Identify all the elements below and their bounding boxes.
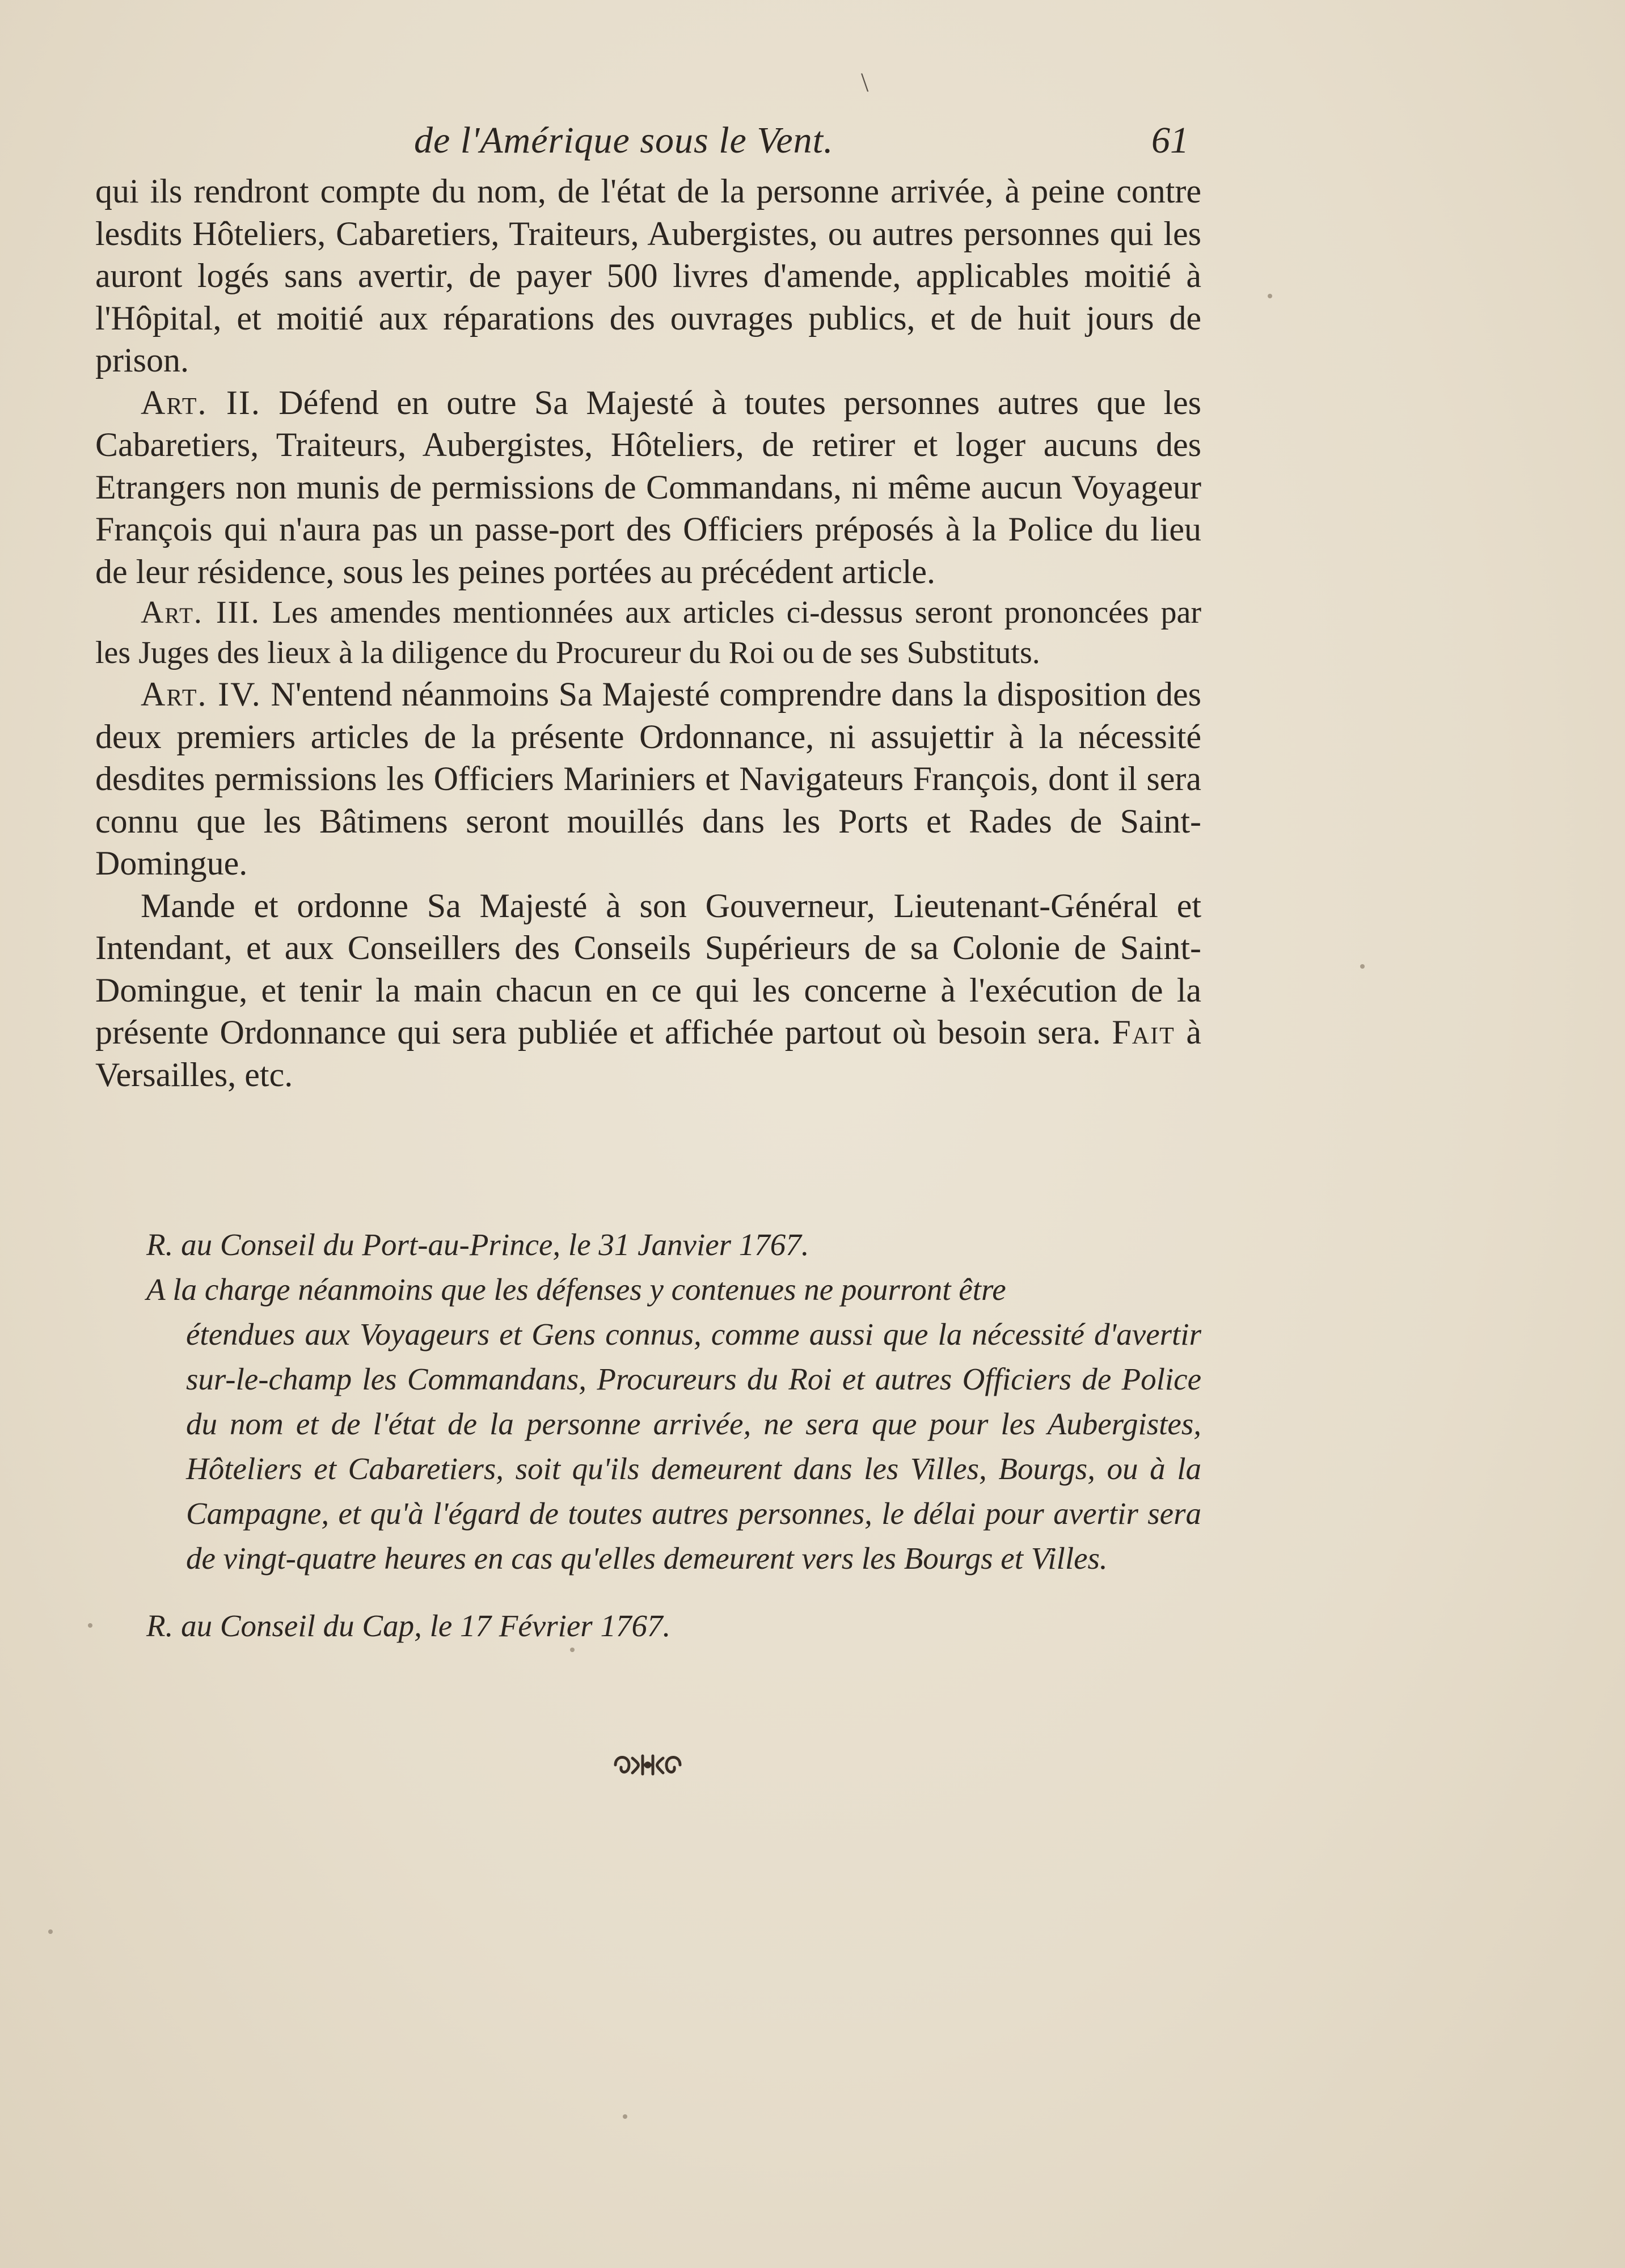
registration-cap: R. au Conseil du Cap, le 17 Février 1767. bbox=[146, 1608, 671, 1643]
article-2-label: Art. II. bbox=[141, 383, 261, 421]
fait-label: Fait bbox=[1112, 1013, 1175, 1051]
page-number: 61 bbox=[1151, 120, 1189, 161]
condition-first-line: A la charge néanmoins que les défenses y contenues ne pourront être bbox=[146, 1272, 1006, 1307]
article-4 bbox=[95, 673, 1201, 885]
paper-speck bbox=[1360, 964, 1365, 969]
article-3-label: Art. III. bbox=[141, 595, 260, 630]
paper-speck bbox=[570, 1648, 575, 1652]
running-head: de l'Amérique sous le Vent. bbox=[414, 120, 834, 161]
registration-condition bbox=[146, 1267, 1201, 1581]
condition-continuation: étendues aux Voyageurs et Gens connus, comme aussi que la nécessité d'avertir sur-le-champ les Commandans, Procureurs du Roi et autres Officiers de Police du nom et de l'état de la personne arrivée, ne sera que pour les Aubergistes, Hôteliers et Cabaretiers, soit qu'ils demeurent dans les Villes, Bourgs, ou à la Campagne, et qu'à l'égard de toutes autres personnes, le délai pour avertir sera de vingt-quatre heures en cas qu'elles demeurent vers les Bourgs et Villes. bbox=[186, 1317, 1201, 1576]
article-4-label: Art. IV. bbox=[141, 675, 261, 713]
paragraph-continuation: qui ils rendront compte du nom, de l'état de la personne arrivée, à peine contre lesdits Hôteliers, Cabaretiers, Traiteurs, Aubergistes, ou autres personnes qui les auront logés sans avertir, de payer 500 livres d'amende, applicables moitié à l'Hôpital, et moitié aux réparations des ouvrages publics, et de huit jours de prison. bbox=[95, 172, 1201, 379]
paper-speck bbox=[623, 2114, 627, 2119]
mande-text: Mande et ordonne Sa Majesté à son Gouverneur, Lieutenant-Général et Intendant, et aux Conseillers des Conseils Supérieurs de sa Colonie de Saint-Domingue, et tenir la main chacun en ce qui les concerne à l'exécution de la présente Ordonnance qui sera publiée et affichée partout où besoin sera. bbox=[95, 886, 1201, 1051]
registrations bbox=[146, 1222, 1201, 1648]
article-3-text: Les amendes mentionnées aux articles ci-dessus seront prononcées par les Juges des lieux à la diligence du Procureur du Roi ou de ses Substituts. bbox=[95, 595, 1202, 670]
paper-speck bbox=[88, 1623, 92, 1628]
mande-paragraph bbox=[95, 885, 1201, 1096]
body-text bbox=[95, 170, 1201, 1096]
article-3 bbox=[95, 593, 1201, 673]
article-4-text: N'entend néanmoins Sa Majesté comprendre dans la disposition des deux premiers articles de la présente Ordonnance, ni assujettir à la nécessité desdites permissions les Officiers Mariniers et Navigateurs François, dont il sera connu que les Bâtimens seront mouillés dans les Ports et Rades de Saint-Domingue. bbox=[95, 675, 1201, 882]
paper-speck bbox=[48, 1929, 53, 1934]
registration-port-au-prince: R. au Conseil du Port-au-Prince, le 31 Janvier 1767. bbox=[146, 1227, 809, 1262]
article-2 bbox=[95, 382, 1201, 593]
article-2-text: Défend en outre Sa Majesté à toutes personnes autres que les Cabaretiers, Traiteurs, Aubergistes, Hôteliers, de retirer et loger aucuns des Etrangers non munis de permissions de Commandans, ni même aucun Voyageur François qui n'aura pas un passe-port des Officiers préposés à la Police du lieu de leur résidence, sous les peines portées au précédent article. bbox=[95, 383, 1202, 590]
tailpiece-ornament-icon bbox=[610, 1748, 686, 1782]
paper-speck bbox=[1268, 294, 1272, 298]
fait-text: à Versailles, etc. bbox=[95, 1013, 1201, 1093]
tick-mark: \ bbox=[861, 67, 869, 98]
